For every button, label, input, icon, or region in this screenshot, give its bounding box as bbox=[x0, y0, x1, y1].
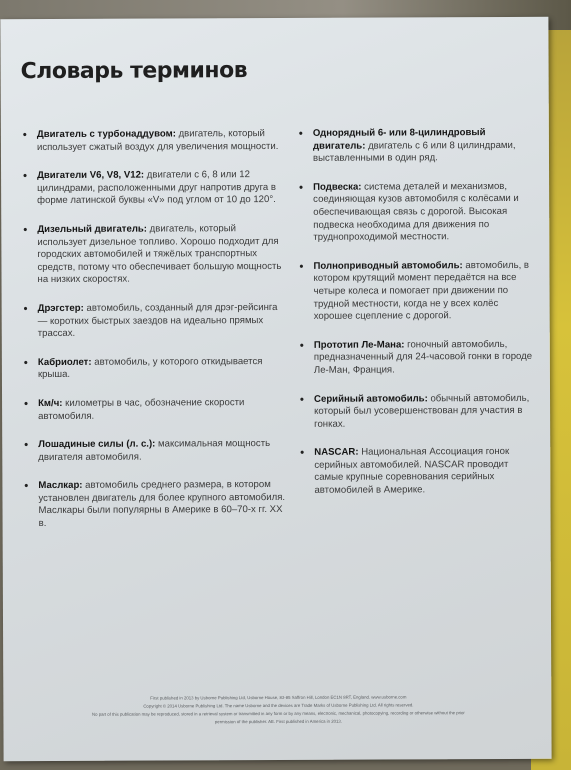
entry-description: двигатель с 6 или 8 цилиндрами, выставленными в один ряд. bbox=[312, 139, 516, 165]
glossary-entry bbox=[24, 302, 286, 341]
glossary-entry bbox=[299, 260, 534, 324]
glossary-entry bbox=[299, 127, 534, 166]
bullet-icon: • bbox=[23, 303, 28, 316]
footer-line: First published in 2013 by Usborne Publishing Ltd, Usborne House, 83-85 Saffron Hill, London EC1N 8RT, England. www.usborne.com bbox=[150, 694, 407, 701]
entry-description: автомобиль среднего размера, в котором установлен двигатель для более крупного автомобиля. Маслкары были популярны в Америке в 60–70-х гг. XX в. bbox=[38, 479, 286, 530]
entry-term: Дрэгстер: bbox=[37, 302, 84, 314]
left-column bbox=[23, 128, 287, 547]
glossary-entry bbox=[23, 223, 285, 287]
bullet-icon: • bbox=[24, 480, 29, 493]
entry-description: система деталей и механизмов, соединяющая кузов автомобиля с колёсами и обеспечивающая связь с дорогой. Высокая подвеска необходима для движения по труднопроходимой местности. bbox=[313, 180, 519, 243]
entry-description: двигатель, который использует сжатый воздух для увеличения мощности. bbox=[36, 128, 279, 153]
bullet-icon: • bbox=[24, 397, 28, 411]
entry-term: Серийный автомобиль: bbox=[314, 392, 428, 405]
bullet-icon: • bbox=[299, 181, 304, 194]
bullet-icon: • bbox=[23, 224, 28, 237]
glossary-entry bbox=[24, 397, 286, 423]
glossary-entry bbox=[300, 446, 535, 497]
entry-description: километры в час, обозначение скорости автомобиля. bbox=[38, 397, 245, 422]
bullet-icon: • bbox=[300, 393, 304, 406]
entry-term: Двигатель с турбонаддувом: bbox=[36, 128, 176, 141]
entry-term: Км/ч: bbox=[38, 397, 63, 409]
entry-description: Национальная Ассоциация гонок серийных автомобилей. NASCAR проводит самые крупные соревнования серийных автомобилей в Америке. bbox=[314, 446, 510, 496]
entry-description: автомобиль, созданный для дрэг-рейсинга — коротких быстрых заездов на идеально прямых трассах. bbox=[37, 301, 278, 340]
bullet-icon: • bbox=[299, 339, 304, 352]
bullet-icon: • bbox=[23, 170, 27, 183]
entry-description: максимальная мощность двигателя автомобиля. bbox=[38, 438, 271, 463]
glossary-entry bbox=[23, 169, 285, 208]
entry-description: обычный автомобиль, который был усовершенствован для участия в гонках. bbox=[314, 392, 530, 430]
entry-description: автомобиль, в котором крутящий момент передаётся на все четыре колеса и помогает при движении по трудной местности, когда не у всех колёс хорошее сцепление с дорогой. bbox=[313, 259, 530, 322]
glossary-entry bbox=[300, 392, 535, 431]
bullet-icon: • bbox=[300, 447, 305, 460]
entry-term: Полноприводный автомобиль: bbox=[313, 259, 463, 272]
glossary-entry bbox=[300, 339, 535, 378]
entry-term: Двигатели V6, V8, V12: bbox=[37, 169, 145, 182]
entry-description: двигатели с 6, 8 или 12 цилиндрами, расположенными друг напротив друга в форме латинской буквы «V» под углом от 10 до 120°. bbox=[37, 169, 277, 207]
entry-term: Прототип Ле-Мана: bbox=[313, 339, 405, 351]
bullet-icon: • bbox=[298, 127, 303, 140]
bullet-icon: • bbox=[23, 356, 28, 369]
page-title: Словарь терминов bbox=[20, 58, 248, 85]
glossary-entry bbox=[24, 479, 286, 531]
glossary-entry bbox=[24, 438, 286, 464]
entry-description: гоночный автомобиль, предназначенный для 24-часовой гонки в городе Ле-Ман, Франция. bbox=[313, 338, 533, 376]
glossary-entry bbox=[23, 128, 285, 154]
entry-term: Маслкар: bbox=[38, 480, 83, 492]
copyright-footer bbox=[33, 693, 523, 727]
glossary-page bbox=[0, 17, 551, 761]
footer-line: permission of the publisher. AE. First published in America in 2013. bbox=[214, 718, 342, 725]
entry-term: Лошадиные силы (л. с.): bbox=[38, 438, 156, 451]
entry-description: двигатель, который использует дизельное топливо. Хорошо подходит для городских автомобилей и тяжёлых транспортных средств, потому что обеспечивает большую мощность на низких скоростях. bbox=[37, 223, 282, 286]
entry-term: Кабриолет: bbox=[37, 356, 92, 368]
glossary-entry bbox=[24, 356, 286, 382]
footer-line: No part of this publication may be reproduced, stored in a retrieval system or transmitted in any form or by any means, electronic, mechanical, photocopying, recording or otherwise without the prior bbox=[91, 710, 465, 717]
entry-term: Подвеска: bbox=[313, 181, 362, 193]
glossary-entry bbox=[299, 181, 534, 245]
entry-term: NASCAR: bbox=[314, 446, 359, 459]
footer-line: Copyright © 2014 Usborne Publishing Ltd. The name Usborne and the devices are Trade Marks of Usborne Publishing Ltd. All rights reserved. bbox=[143, 702, 414, 709]
entry-description: автомобиль, у которого откидывается крыша. bbox=[37, 355, 263, 381]
entry-term: Однорядный 6- или 8-цилиндровый двигатель: bbox=[312, 127, 486, 152]
bullet-icon: • bbox=[22, 129, 27, 142]
bullet-icon: • bbox=[24, 439, 29, 452]
entry-term: Дизельный двигатель: bbox=[37, 223, 148, 236]
bullet-icon: • bbox=[299, 260, 304, 273]
right-column bbox=[299, 127, 536, 514]
